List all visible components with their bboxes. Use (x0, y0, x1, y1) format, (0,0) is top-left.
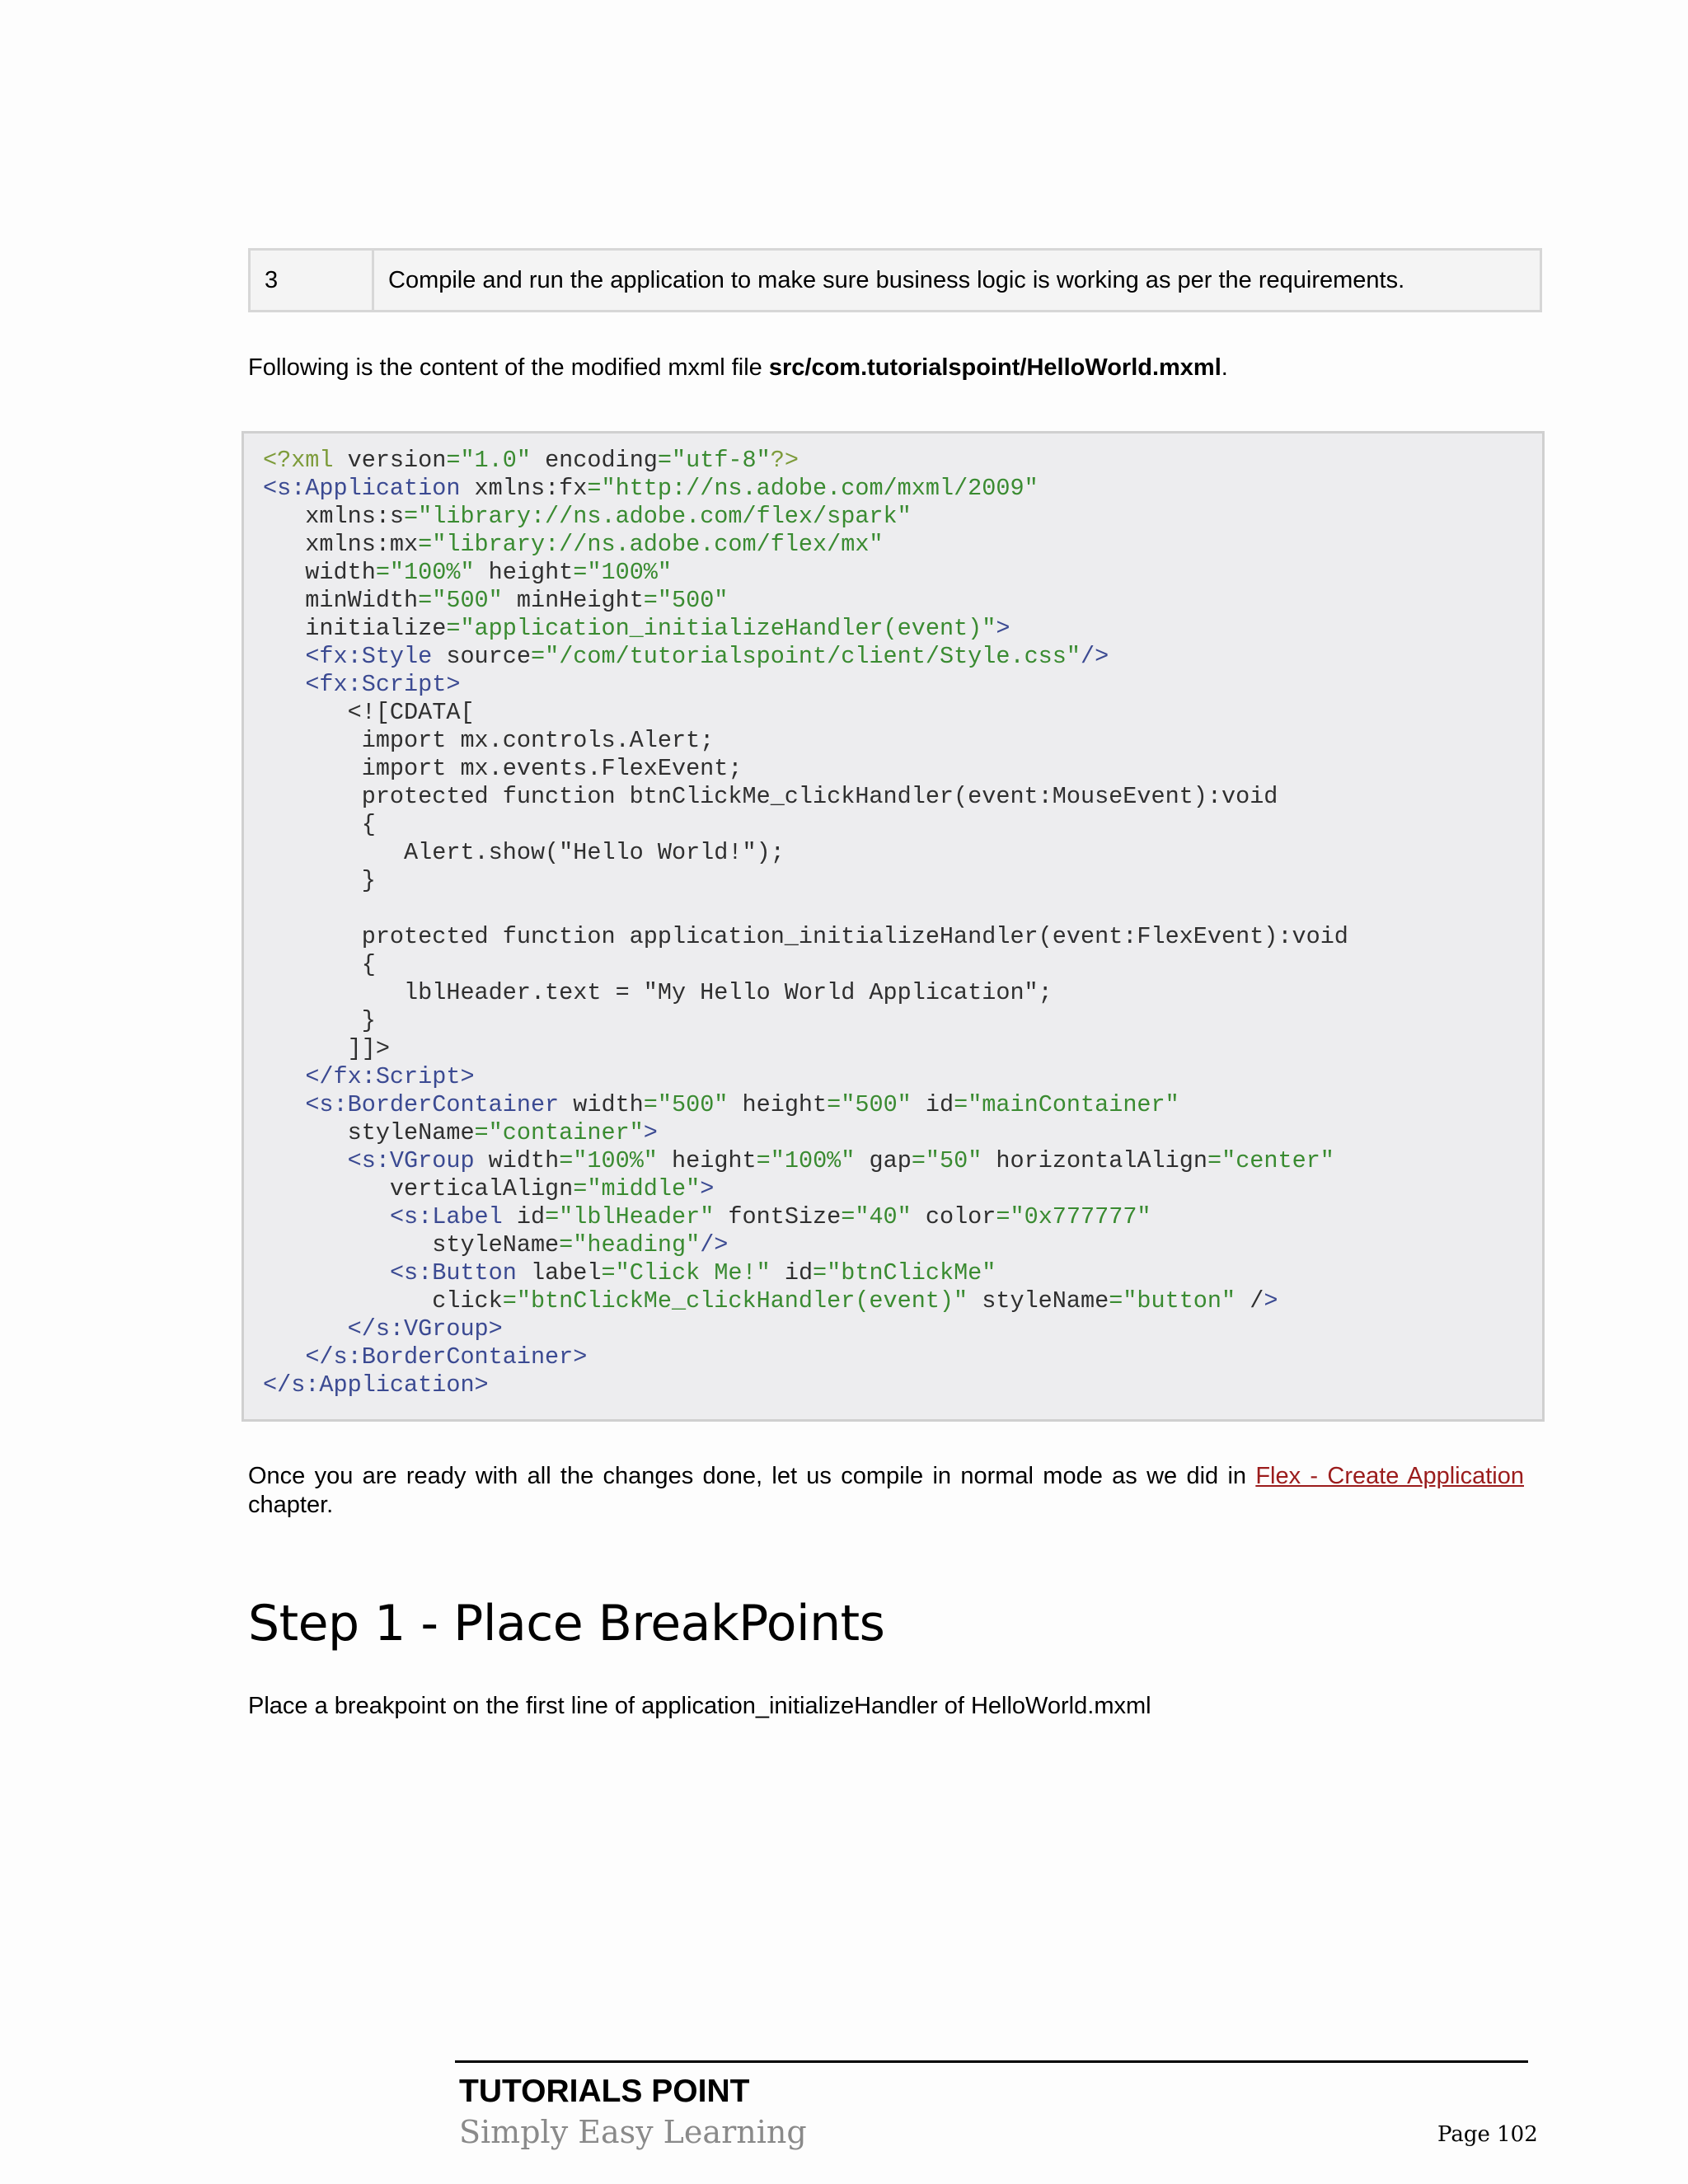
intro-paragraph (248, 354, 1524, 382)
flex-create-application-link[interactable]: Flex - Create Application (1255, 1463, 1524, 1489)
footer-divider (455, 2060, 1528, 2063)
compile-paragraph (248, 1462, 1524, 1520)
section-heading: Step 1 - Place BreakPoints (248, 1595, 885, 1652)
compile-text-before: Once you are ready with all the changes done, let us compile in normal mode as we did in (248, 1463, 1256, 1489)
step-description: Compile and run the application to make sure business logic is working as per the requirements. (388, 266, 1405, 293)
code-block (241, 431, 1545, 1422)
intro-prefix: Following is the content of the modified mxml file (248, 354, 769, 381)
step-table (248, 248, 1542, 312)
step-number: 3 (251, 251, 374, 310)
section-body: Place a breakpoint on the first line of application_initializeHandler of HelloWorld.mxml (248, 1693, 1151, 1719)
intro-suffix: . (1221, 354, 1228, 381)
code-listing: <?xml version="1.0" encoding="utf-8"?> <s:Application xmlns:fx="http://ns.adobe.com/mxml/2009" xmlns:s="library://ns.adobe.com/flex/spark" xmlns:mx="library://ns.adobe.com/flex/mx" width="100%" height="100%" minWidth="500" minHeight="500" initialize="application_initializeHandler(event)"> <fx:Style source="/com/tutorialspoint/client/Style.css"/> <fx:Script> <![CDATA[ import mx.controls.Alert; import mx.events.FlexEvent; protected function btnClickMe_clickHandler(event:MouseEvent):void { Alert.show("Hello World!"); } protected function application_initializeHandler(event:FlexEvent):void { lblHeader.text = "My Hello World Application"; } ]]> </fx:Script> <s:BorderContainer width="500" height="500" id="mainContainer" styleName="container"> <s:VGroup width="100%" height="100%" gap="50" horizontalAlign="center" verticalAlign="middle"> <s:Label id="lblHeader" fontSize="40" color="0x777777" styleName="heading"/> <s:Button label="Click Me!" id="btnClickMe" click="btnClickMe_clickHandler(event)" styleName="button" /> </s:VGroup> </s:BorderContainer> </s:Application> (263, 447, 1348, 1399)
footer-tagline: Simply Easy Learning (459, 2114, 807, 2150)
page-number: Page 102 (1437, 2122, 1538, 2147)
intro-file: src/com.tutorialspoint/HelloWorld.mxml (768, 354, 1221, 381)
compile-text-after: chapter. (248, 1492, 334, 1518)
footer-brand: TUTORIALS POINT (459, 2074, 750, 2109)
